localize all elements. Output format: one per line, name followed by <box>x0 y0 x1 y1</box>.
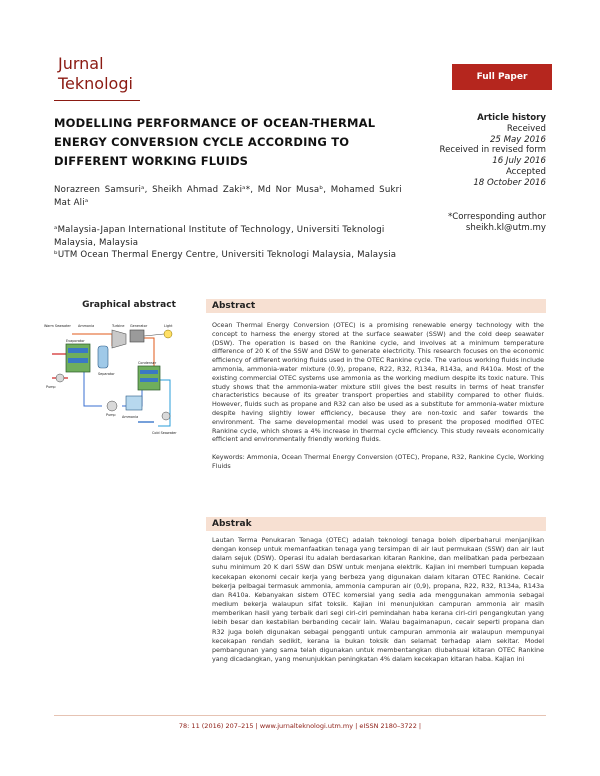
corresponding-label: *Corresponding author <box>447 212 546 222</box>
label-warm-seawater: Warm Seawater <box>44 324 71 328</box>
label-cold-seawater: Cold Seawater <box>152 431 177 435</box>
label-separator: Separator <box>98 372 115 376</box>
separator-shape <box>98 346 108 368</box>
abstract-body <box>212 321 544 471</box>
received-label: Received <box>506 123 546 134</box>
generator-shape <box>130 330 144 342</box>
received-date: 25 May 2016 <box>489 134 546 145</box>
history-heading: Article history <box>477 113 546 123</box>
label-light: Light <box>164 324 173 328</box>
abstrak-heading: Abstrak <box>206 517 546 531</box>
accepted-date: 18 October 2016 <box>473 177 546 188</box>
affiliation-b: ᵇUTM Ocean Thermal Energy Centre, Universiti Teknologi Malaysia, Malaysia <box>54 250 397 260</box>
label-pump-1: Pump <box>46 385 56 389</box>
corresponding-author <box>396 212 546 234</box>
revised-date: 16 July 2016 <box>492 156 546 167</box>
label-generator: Generator <box>130 324 148 328</box>
author-list: Norazreen Samsuriᵃ, Sheikh Ahmad Zakiᵃ*, Md Nor Musaᵇ, Mohamed Sukri Mat Aliᵃ <box>54 185 402 208</box>
article-history <box>410 113 546 189</box>
accepted-label: Accepted <box>505 166 546 177</box>
revised-label: Received in revised form <box>439 145 546 156</box>
light-bulb-icon <box>164 330 172 338</box>
page-footer: 78: 11 (2016) 207–215 | www.jurnalteknologi.utm.my | eISSN 2180–3722 | <box>178 722 422 730</box>
footer-divider <box>54 715 546 716</box>
abstract-heading: Abstract <box>206 299 546 313</box>
label-condenser: Condenser <box>138 361 157 365</box>
pump-right-shape <box>162 412 170 420</box>
affiliations <box>54 224 402 262</box>
journal-logo <box>58 54 198 94</box>
paper-type-badge: Full Paper <box>452 64 552 90</box>
journal-name-line1: Jurnal <box>58 54 104 73</box>
abstrak-text: Lautan Terma Penukaran Tenaga (OTEC) adalah teknologi tenaga boleh diperbaharui menjanjikan dengan konsep untuk memanfaatkan tenaga yang tersimpan di air laut permukaan (SSW) dan air laut dalam sejuk (DSW). Operasi itu adalah berdasarkan kitaran Rankine, dan melibatkan pada perbezaan suhu minimum 20 K dari SSW dan DSW untuk menjana elektrik. Kajian ini memberi tumpuan kepada kecekapan ekonomi cecair kerja yang berbeza yang digunakan dalam kitaran OTEC Rankine. Cecair bekerja pelbagai termasuk ammonia, ammonia campuran air (0,9), propana, R22, R32, R134a, R143a dan R410a. Kebanyakan sistem OTEC komersial yang sedia ada menggunakan ammonia sebagai medium bekerja walaupun sifat toksik. Kajian ini menunjukkan campuran ammonia air masih memberikan hasil yang terbaik dari segi ciri-ciri pemindahan haba kerana ciri-ciri pengangkutan yang lebih besar dan kestabilan berbanding cecair lain. Walau bagaimanapun, cecair seperti propana dan R32 juga boleh digunakan sebagai pengganti untuk campuran ammonia air walaupun mempunyai kecekapan rendah sedikit, kerana ia bukan toksik dan selamat terhadap alam sekitar. Model pembangunan yang sama telah digunakan untuk membentangkan diubahsuai kitaran OTEC Rankine yang dicadangkan, yang menunjukkan peningkatan 4% dalam kecekapan kitaran haba. Kajian ini <box>212 536 544 664</box>
label-turbine: Turbine <box>112 324 125 328</box>
label-ammonia: Ammonia <box>78 324 95 328</box>
otec-cycle-diagram <box>42 318 196 442</box>
label-evaporator: Evaporator <box>66 339 85 343</box>
label-pump-2: Pump <box>106 413 116 417</box>
abstract-keywords: Keywords: Ammonia, Ocean Thermal Energy Conversion (OTEC), Propane, R32, Rankine Cycle, Working Fluids <box>212 453 544 470</box>
journal-name-line2: Teknologi <box>58 74 133 93</box>
abstract-text: Ocean Thermal Energy Conversion (OTEC) is a promising renewable energy technology with the concept to harness the energy stored at the surface seawater (SSW) and the cold deep seawater (DSW). The operation is based on the Rankine cycle, and involves at a minimum temperature difference of 20 K of the SSW and DSW to generate electricity. This research focuses on the economic efficiency of different working fluids used in the OTEC Rankine cycle. The various working fluids include ammonia, ammonia-water mixture (0.9), propane, R22, R32, R134a, R143a, and R410a. Most of the existing commercial OTEC systems use ammonia as the working medium despite its toxic nature. This study shows that the ammonia-water mixture still gives the best results in terms of heat transfer characteristics because of its greater transport properties and stability compared to other fluids. However, fluids such as propane and R32 can also be used as a substitute for ammonia-water mixture despite having slightly lower efficiency, because they are non-toxic and safer towards the environment. The same developmental model was used to present the proposed modified OTEC Rankine cycle, which shows a 4% increase in thermal cycle efficiency. This study reveals economically efficient and environmentally friendly working fluids. <box>212 321 544 444</box>
affiliation-a: ᵃMalaysia-Japan International Institute of Technology, Universiti Teknologi Malaysia, Malaysia <box>54 225 385 248</box>
corresponding-email[interactable]: sheikh.kl@utm.my <box>465 223 546 233</box>
graphical-abstract-label: Graphical abstract <box>82 300 176 310</box>
label-ammonia-water: Ammonia <box>122 415 139 419</box>
pump-center-shape <box>107 401 117 411</box>
paper-title: MODELLING PERFORMANCE OF OCEAN-THERMAL ENERGY CONVERSION CYCLE ACCORDING TO DIFFERENT WORKING FLUIDS <box>54 116 376 168</box>
pump-left-shape <box>56 374 64 382</box>
logo-underline <box>54 100 140 101</box>
